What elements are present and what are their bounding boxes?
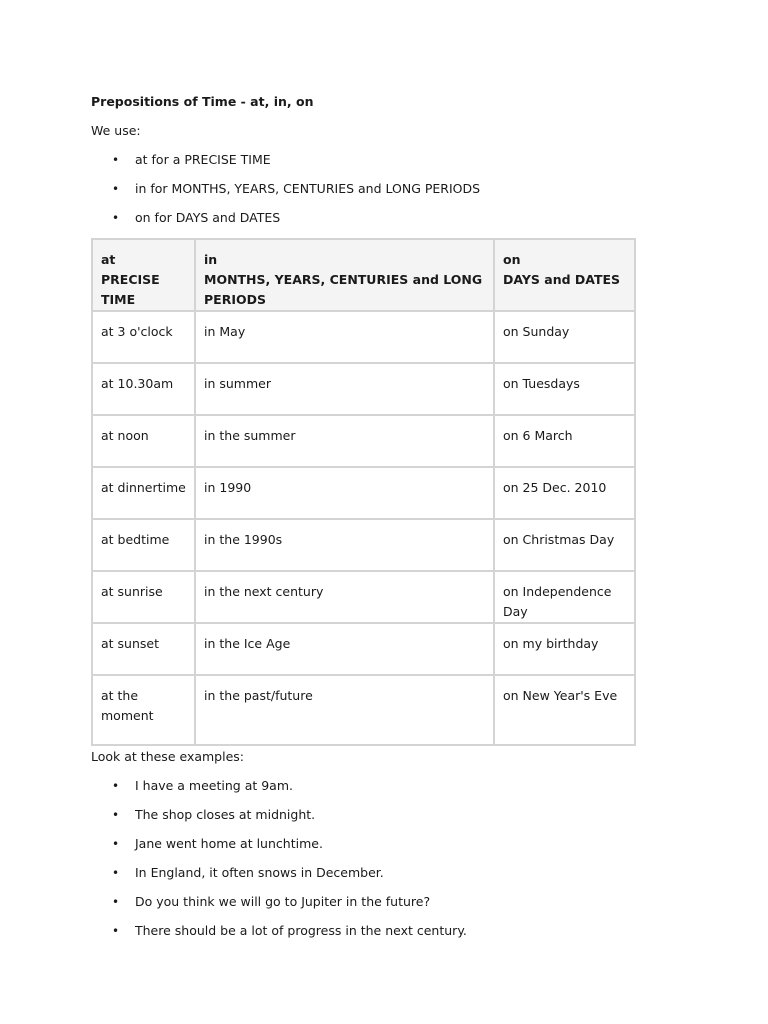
header-desc: MONTHS, YEARS, CENTURIES and LONG PERIODS [204, 272, 483, 307]
table-cell-on: on 6 March [494, 415, 635, 467]
table-cell-in: in May [195, 311, 494, 363]
example-item [91, 776, 651, 805]
example-text: In England, it often snows in December. [135, 865, 384, 880]
header-word: at [101, 252, 116, 267]
header-word: on [503, 252, 521, 267]
table-cell-on: on Tuesdays [494, 363, 635, 415]
prepositions-table [91, 238, 636, 746]
examples-heading: Look at these examples: [91, 749, 245, 764]
usage-text: at for a PRECISE TIME [135, 152, 271, 167]
example-text: The shop closes at midnight. [135, 807, 316, 822]
table-cell-on: on my birthday [494, 623, 635, 675]
table-cell-in: in the past/future [195, 675, 494, 745]
usage-item-at [91, 150, 651, 179]
table-cell-at: at bedtime [92, 519, 195, 571]
table-row [92, 467, 635, 519]
document-page [91, 92, 651, 950]
table-header-row [92, 239, 635, 311]
bullet-icon: • [112, 153, 120, 167]
usage-list [91, 150, 651, 237]
table-row [92, 675, 635, 745]
usage-text: in for MONTHS, YEARS, CENTURIES and LONG PERIODS [135, 181, 481, 196]
bullet-icon: • [112, 808, 120, 822]
table-cell-in: in the next century [195, 571, 494, 623]
table-row [92, 623, 635, 675]
example-text: Do you think we will go to Jupiter in the future? [135, 894, 431, 909]
example-item [91, 892, 651, 921]
table-cell-at: at the moment [92, 675, 195, 745]
table-row [92, 311, 635, 363]
usage-text: on for DAYS and DATES [135, 210, 281, 225]
bullet-icon: • [112, 837, 120, 851]
usage-item-in [91, 179, 651, 208]
document-title: Prepositions of Time - at, in, on [91, 94, 314, 109]
example-text: Jane went home at lunchtime. [135, 836, 323, 851]
table-cell-on: on New Year's Eve [494, 675, 635, 745]
table-row [92, 363, 635, 415]
table-cell-in: in the summer [195, 415, 494, 467]
table-cell-at: at sunrise [92, 571, 195, 623]
example-item [91, 805, 651, 834]
intro-text: We use: [91, 123, 141, 138]
bullet-icon: • [112, 211, 120, 225]
bullet-icon: • [112, 182, 120, 196]
header-cell-on [494, 239, 635, 311]
examples-list [91, 776, 651, 950]
table-cell-at: at 3 o'clock [92, 311, 195, 363]
table-cell-on: on Independence Day [494, 571, 635, 623]
table-cell-in: in the 1990s [195, 519, 494, 571]
table-cell-on: on Sunday [494, 311, 635, 363]
header-desc: PRECISE TIME [101, 272, 160, 307]
table-cell-in: in summer [195, 363, 494, 415]
example-item [91, 863, 651, 892]
usage-item-on [91, 208, 651, 237]
table-row [92, 415, 635, 467]
table-cell-at: at 10.30am [92, 363, 195, 415]
header-cell-at [92, 239, 195, 311]
table-cell-on: on Christmas Day [494, 519, 635, 571]
bullet-icon: • [112, 779, 120, 793]
example-text: There should be a lot of progress in the next century. [135, 923, 467, 938]
table-cell-on: on 25 Dec. 2010 [494, 467, 635, 519]
bullet-icon: • [112, 924, 120, 938]
example-item [91, 834, 651, 863]
bullet-icon: • [112, 866, 120, 880]
header-desc: DAYS and DATES [503, 272, 621, 287]
header-cell-in [195, 239, 494, 311]
header-word: in [204, 252, 218, 267]
table-cell-at: at dinnertime [92, 467, 195, 519]
table-cell-in: in the Ice Age [195, 623, 494, 675]
example-item [91, 921, 651, 950]
bullet-icon: • [112, 895, 120, 909]
table-row [92, 571, 635, 623]
table-cell-at: at sunset [92, 623, 195, 675]
table-cell-in: in 1990 [195, 467, 494, 519]
table-row [92, 519, 635, 571]
table-cell-at: at noon [92, 415, 195, 467]
example-text: I have a meeting at 9am. [135, 778, 293, 793]
